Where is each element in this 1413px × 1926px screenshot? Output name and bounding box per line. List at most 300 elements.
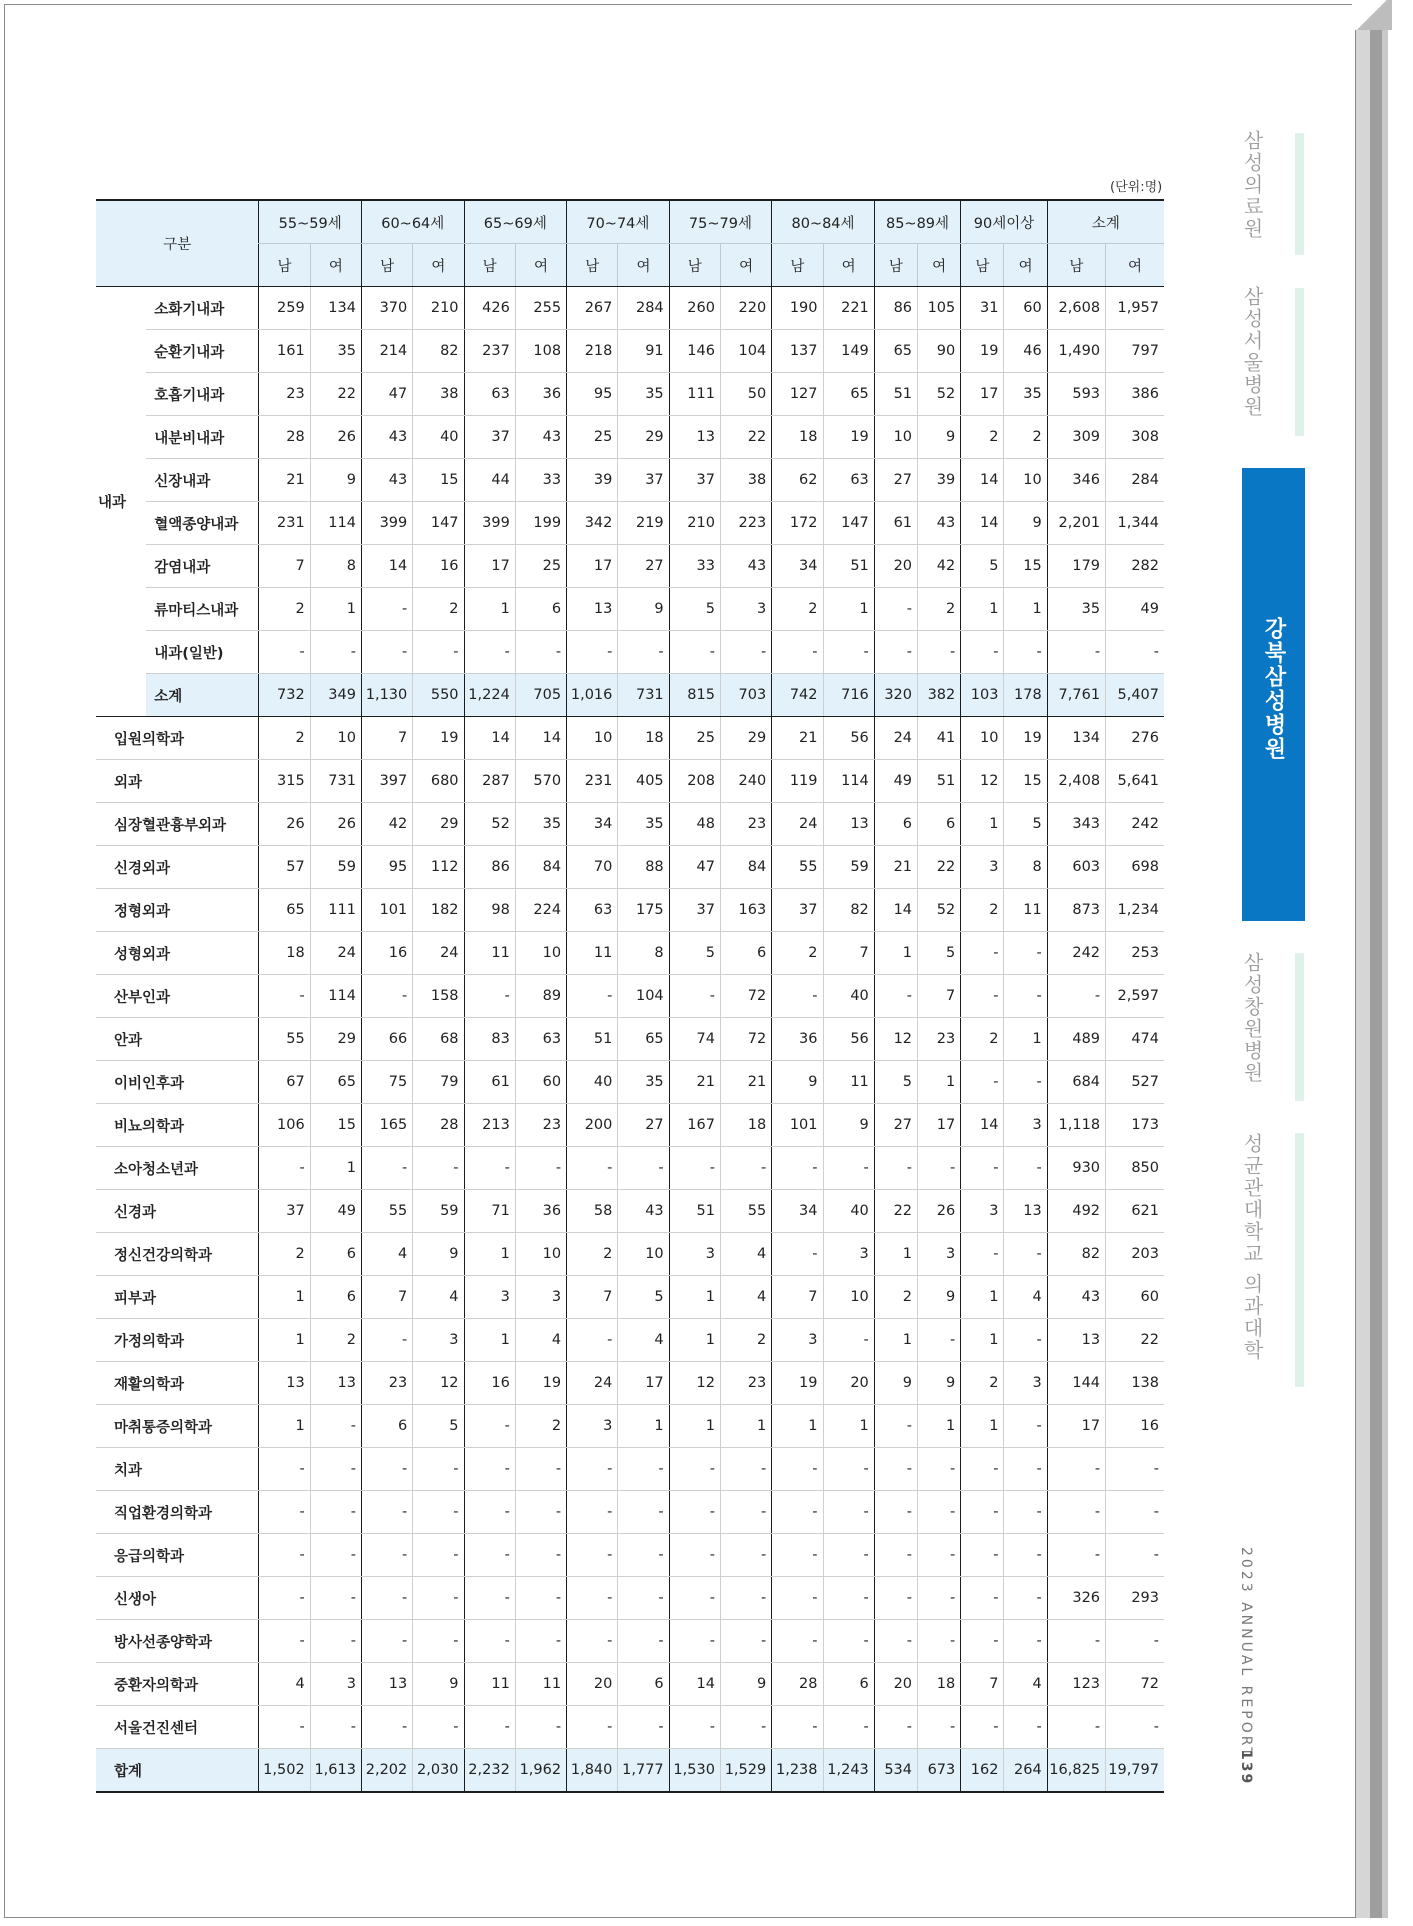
table-cell: 24	[772, 803, 823, 846]
header-sex: 남	[464, 244, 515, 287]
table-cell: 12	[961, 760, 1004, 803]
table-cell: 5	[669, 932, 720, 975]
table-cell: 20	[567, 1663, 618, 1706]
table-cell: 22	[918, 846, 961, 889]
table-cell: -	[310, 1706, 361, 1749]
table-cell: -	[772, 1147, 823, 1190]
table-cell: 684	[1047, 1061, 1105, 1104]
table-cell: 2,232	[464, 1749, 515, 1793]
table-cell: 33	[669, 545, 720, 588]
table-cell: 4	[1004, 1663, 1047, 1706]
table-cell: 75	[361, 1061, 412, 1104]
table-cell: -	[1004, 1405, 1047, 1448]
table-cell: -	[918, 1147, 961, 1190]
table-row	[96, 1190, 1164, 1233]
table-cell: -	[464, 631, 515, 674]
table-cell: 35	[1004, 373, 1047, 416]
table-cell: 12	[874, 1018, 917, 1061]
table-cell: 14	[464, 717, 515, 760]
table-cell: -	[361, 1319, 412, 1362]
table-cell: 3	[918, 1233, 961, 1276]
row-department: 순환기내과	[146, 330, 259, 373]
table-cell: -	[515, 631, 566, 674]
table-cell: 91	[618, 330, 669, 373]
table-cell: 35	[515, 803, 566, 846]
table-cell: 106	[259, 1104, 310, 1147]
table-cell: 2	[961, 889, 1004, 932]
table-cell: 1	[918, 1061, 961, 1104]
table-cell: -	[823, 1491, 874, 1534]
table-cell: 17	[1047, 1405, 1105, 1448]
table-cell: -	[1004, 1233, 1047, 1276]
table-cell: 43	[618, 1190, 669, 1233]
table-cell: -	[259, 631, 310, 674]
table-cell: 1,344	[1106, 502, 1164, 545]
table-cell: 2	[567, 1233, 618, 1276]
table-cell: 39	[918, 459, 961, 502]
table-cell: 111	[310, 889, 361, 932]
table-cell: 88	[618, 846, 669, 889]
table-cell: -	[259, 1706, 310, 1749]
table-row	[96, 502, 1164, 545]
row-department: 신생아	[96, 1577, 259, 1620]
table-cell: 13	[1004, 1190, 1047, 1233]
table-cell: 4	[720, 1276, 771, 1319]
table-cell: 82	[413, 330, 464, 373]
table-cell: 1	[961, 588, 1004, 631]
table-cell: -	[874, 1620, 917, 1663]
table-cell: 14	[361, 545, 412, 588]
table-cell: -	[464, 1706, 515, 1749]
table-cell: -	[823, 1577, 874, 1620]
table-cell: 24	[567, 1362, 618, 1405]
row-department: 성형외과	[96, 932, 259, 975]
table-cell: 11	[464, 1663, 515, 1706]
table-cell: 49	[874, 760, 917, 803]
table-cell: -	[874, 1405, 917, 1448]
table-cell: 1,957	[1106, 287, 1164, 330]
row-department: 합계	[96, 1749, 259, 1793]
table-cell: 2	[874, 1276, 917, 1319]
table-cell: 15	[1004, 760, 1047, 803]
row-department: 안과	[96, 1018, 259, 1061]
table-cell: 19	[823, 416, 874, 459]
table-cell: 3	[961, 1190, 1004, 1233]
table-cell: -	[310, 631, 361, 674]
table-cell: -	[259, 1620, 310, 1663]
table-cell: 29	[618, 416, 669, 459]
table-row	[96, 717, 1164, 760]
table-cell: 104	[720, 330, 771, 373]
table-cell: 9	[1004, 502, 1047, 545]
table-cell: 37	[259, 1190, 310, 1233]
table-cell: 308	[1106, 416, 1164, 459]
table-cell: 22	[874, 1190, 917, 1233]
table-cell: 474	[1106, 1018, 1164, 1061]
table-cell: 95	[567, 373, 618, 416]
table-cell: -	[823, 1147, 874, 1190]
table-cell: 163	[720, 889, 771, 932]
header-age-group: 80~84세	[772, 200, 875, 244]
table-cell: -	[1047, 1620, 1105, 1663]
table-cell: -	[1047, 975, 1105, 1018]
table-cell: 59	[413, 1190, 464, 1233]
table-cell: 1,234	[1106, 889, 1164, 932]
table-row	[96, 1104, 1164, 1147]
table-cell: 705	[515, 674, 566, 717]
table-cell: 103	[961, 674, 1004, 717]
table-cell: 267	[567, 287, 618, 330]
table-cell: 1	[961, 1276, 1004, 1319]
table-cell: 47	[669, 846, 720, 889]
table-cell: 24	[413, 932, 464, 975]
table-cell: 28	[772, 1663, 823, 1706]
row-department: 소화기내과	[146, 287, 259, 330]
footer-report-title: 2023 ANNUAL REPORT	[1238, 1547, 1254, 1759]
table-cell: 147	[823, 502, 874, 545]
table-row	[96, 373, 1164, 416]
table-row	[96, 1405, 1164, 1448]
row-department: 서울건진센터	[96, 1706, 259, 1749]
table-cell: 40	[823, 1190, 874, 1233]
table-row	[96, 760, 1164, 803]
table-cell: 65	[874, 330, 917, 373]
table-cell: 18	[772, 416, 823, 459]
table-cell: 10	[874, 416, 917, 459]
table-cell: -	[464, 1491, 515, 1534]
table-cell: 13	[567, 588, 618, 631]
table-row	[96, 287, 1164, 330]
row-department: 입원의학과	[96, 717, 259, 760]
table-row	[96, 631, 1164, 674]
table-cell: 43	[515, 416, 566, 459]
table-cell: 61	[874, 502, 917, 545]
table-cell: 19	[961, 330, 1004, 373]
table-cell: 9	[918, 1276, 961, 1319]
table-cell: -	[361, 1491, 412, 1534]
table-cell: 3	[413, 1319, 464, 1362]
tab-samsung-seoul-hospital[interactable]: 삼성서울병원	[1240, 286, 1264, 418]
table-cell: 60	[515, 1061, 566, 1104]
table-cell: 527	[1106, 1061, 1164, 1104]
table-cell: 65	[618, 1018, 669, 1061]
table-cell: 25	[515, 545, 566, 588]
table-cell: 673	[918, 1749, 961, 1793]
table-row	[96, 545, 1164, 588]
table-cell: 84	[515, 846, 566, 889]
table-cell: 1,530	[669, 1749, 720, 1793]
table-cell: 1	[1004, 1018, 1047, 1061]
table-cell: -	[310, 1491, 361, 1534]
table-cell: 9	[823, 1104, 874, 1147]
table-cell: -	[874, 1577, 917, 1620]
tab-accent-bar	[1295, 953, 1304, 1101]
table-cell: 10	[310, 717, 361, 760]
header-sex: 여	[310, 244, 361, 287]
table-cell: 57	[259, 846, 310, 889]
table-cell: -	[515, 1448, 566, 1491]
table-cell: 11	[515, 1663, 566, 1706]
table-cell: 19	[515, 1362, 566, 1405]
table-cell: -	[1004, 1319, 1047, 1362]
table-cell: 21	[772, 717, 823, 760]
table-cell: 43	[720, 545, 771, 588]
table-cell: -	[874, 1147, 917, 1190]
table-cell: 346	[1047, 459, 1105, 502]
table-cell: 50	[720, 373, 771, 416]
table-cell: -	[720, 1491, 771, 1534]
table-cell: 74	[669, 1018, 720, 1061]
row-department: 마취통증의학과	[96, 1405, 259, 1448]
table-cell: 40	[567, 1061, 618, 1104]
table-cell: 10	[515, 1233, 566, 1276]
tab-samsung-medical-center[interactable]: 삼성의료원	[1240, 130, 1264, 240]
table-cell: 1	[464, 1233, 515, 1276]
table-cell: 3	[823, 1233, 874, 1276]
table-cell: 10	[1004, 459, 1047, 502]
table-cell: 2	[259, 1233, 310, 1276]
table-cell: -	[464, 1534, 515, 1577]
table-cell: 199	[515, 502, 566, 545]
table-cell: 1	[961, 1405, 1004, 1448]
table-cell: 23	[515, 1104, 566, 1147]
table-cell: 14	[961, 459, 1004, 502]
table-row	[96, 889, 1164, 932]
table-cell: 41	[918, 717, 961, 760]
table-cell: 14	[961, 1104, 1004, 1147]
tab-skku-medical-school[interactable]: 성균관대학교 의과대학	[1240, 1133, 1264, 1362]
table-cell: 114	[823, 760, 874, 803]
table-cell: 1	[259, 1276, 310, 1319]
table-cell: 26	[918, 1190, 961, 1233]
table-cell: -	[669, 1448, 720, 1491]
header-sex: 남	[567, 244, 618, 287]
table-cell: 2	[918, 588, 961, 631]
table-cell: 21	[874, 846, 917, 889]
table-cell: 11	[464, 932, 515, 975]
table-cell: 534	[874, 1749, 917, 1793]
table-cell: 5	[874, 1061, 917, 1104]
table-cell: 111	[669, 373, 720, 416]
table-cell: -	[413, 1147, 464, 1190]
header-sex: 여	[1106, 244, 1164, 287]
table-cell: -	[1004, 1706, 1047, 1749]
table-cell: -	[720, 1534, 771, 1577]
table-cell: 309	[1047, 416, 1105, 459]
table-cell: 255	[515, 287, 566, 330]
table-cell: -	[464, 1620, 515, 1663]
row-department: 내과(일반)	[146, 631, 259, 674]
table-cell: 24	[874, 717, 917, 760]
header-sex: 여	[515, 244, 566, 287]
table-cell: -	[1047, 1448, 1105, 1491]
table-cell: 9	[918, 416, 961, 459]
table-cell: 3	[310, 1663, 361, 1706]
table-cell: 259	[259, 287, 310, 330]
table-cell: 20	[874, 545, 917, 588]
table-cell: -	[1106, 1534, 1164, 1577]
table-cell: 19	[772, 1362, 823, 1405]
table-cell: -	[961, 1448, 1004, 1491]
row-department: 소계	[146, 674, 259, 717]
table-cell: 1,243	[823, 1749, 874, 1793]
table-cell: -	[918, 1534, 961, 1577]
table-cell: -	[874, 631, 917, 674]
table-cell: 27	[874, 1104, 917, 1147]
table-cell: 134	[1047, 717, 1105, 760]
table-cell: 5,641	[1106, 760, 1164, 803]
table-row	[96, 1577, 1164, 1620]
row-department: 이비인후과	[96, 1061, 259, 1104]
table-cell: -	[961, 1577, 1004, 1620]
table-cell: 399	[464, 502, 515, 545]
table-row	[96, 459, 1164, 502]
table-row	[96, 1448, 1164, 1491]
row-department: 재활의학과	[96, 1362, 259, 1405]
table-row	[96, 1319, 1164, 1362]
table-cell: 37	[669, 889, 720, 932]
table-cell: 3	[1004, 1104, 1047, 1147]
row-group-label: 내과	[96, 287, 146, 717]
table-cell: 161	[259, 330, 310, 373]
table-cell: 12	[669, 1362, 720, 1405]
table-cell: -	[413, 1620, 464, 1663]
table-cell: -	[874, 1534, 917, 1577]
total-row	[96, 1749, 1164, 1793]
table-cell: 7,761	[1047, 674, 1105, 717]
table-cell: 6	[361, 1405, 412, 1448]
table-row	[96, 1061, 1164, 1104]
table-cell: -	[918, 1448, 961, 1491]
table-cell: 426	[464, 287, 515, 330]
table-cell: 1	[874, 1319, 917, 1362]
table-cell: 1,840	[567, 1749, 618, 1793]
table-cell: 2	[259, 588, 310, 631]
table-cell: 137	[772, 330, 823, 373]
table-cell: -	[669, 1534, 720, 1577]
table-cell: 43	[361, 459, 412, 502]
table-cell: -	[259, 1577, 310, 1620]
table-cell: 1,777	[618, 1749, 669, 1793]
table-cell: -	[918, 1577, 961, 1620]
table-cell: -	[874, 1706, 917, 1749]
table-cell: 13	[669, 416, 720, 459]
header-sex: 남	[1047, 244, 1105, 287]
table-cell: 4	[259, 1663, 310, 1706]
table-cell: -	[772, 1620, 823, 1663]
table-cell: 242	[1047, 932, 1105, 975]
table-cell: -	[669, 1577, 720, 1620]
table-cell: 15	[310, 1104, 361, 1147]
table-cell: 382	[918, 674, 961, 717]
table-cell: 18	[618, 717, 669, 760]
table-cell: 621	[1106, 1190, 1164, 1233]
table-cell: 17	[567, 545, 618, 588]
table-cell: -	[772, 1491, 823, 1534]
table-cell: 287	[464, 760, 515, 803]
table-cell: -	[669, 975, 720, 1018]
table-cell: 36	[515, 1190, 566, 1233]
table-cell: 815	[669, 674, 720, 717]
table-cell: 6	[720, 932, 771, 975]
table-cell: -	[772, 1706, 823, 1749]
table-cell: 284	[618, 287, 669, 330]
tab-samsung-changwon-hospital[interactable]: 삼성창원병원	[1240, 952, 1264, 1084]
table-cell: 343	[1047, 803, 1105, 846]
table-cell: 26	[259, 803, 310, 846]
table-cell: 19	[1004, 717, 1047, 760]
table-cell: 1,490	[1047, 330, 1105, 373]
table-cell: 49	[310, 1190, 361, 1233]
table-cell: -	[823, 1534, 874, 1577]
table-cell: 550	[413, 674, 464, 717]
table-cell: 1,962	[515, 1749, 566, 1793]
table-cell: 56	[823, 1018, 874, 1061]
table-cell: -	[361, 1448, 412, 1491]
table-cell: -	[259, 1448, 310, 1491]
table-cell: 680	[413, 760, 464, 803]
table-cell: 22	[720, 416, 771, 459]
table-cell: 38	[413, 373, 464, 416]
table-cell: 66	[361, 1018, 412, 1061]
table-cell: 13	[823, 803, 874, 846]
row-department: 신장내과	[146, 459, 259, 502]
page-number: 139	[1238, 1750, 1254, 1786]
table-cell: 8	[1004, 846, 1047, 889]
row-department: 심장혈관흉부외과	[96, 803, 259, 846]
table-cell: 23	[259, 373, 310, 416]
table-cell: -	[1106, 1706, 1164, 1749]
table-row	[96, 1706, 1164, 1749]
table-cell: -	[618, 1448, 669, 1491]
table-cell: -	[361, 975, 412, 1018]
table-cell: 2	[720, 1319, 771, 1362]
table-cell: 8	[618, 932, 669, 975]
table-cell: -	[413, 1706, 464, 1749]
table-cell: 58	[567, 1190, 618, 1233]
table-cell: 18	[918, 1663, 961, 1706]
table-cell: 14	[961, 502, 1004, 545]
table-cell: -	[918, 631, 961, 674]
header-age-group: 소계	[1047, 200, 1164, 244]
table-cell: 52	[918, 889, 961, 932]
table-cell: 7	[918, 975, 961, 1018]
table-cell: 165	[361, 1104, 412, 1147]
table-cell: 3	[1004, 1362, 1047, 1405]
table-row	[96, 330, 1164, 373]
table-cell: 63	[567, 889, 618, 932]
table-cell: 2	[961, 416, 1004, 459]
table-row	[96, 1147, 1164, 1190]
table-cell: 220	[720, 287, 771, 330]
table-cell: -	[567, 1577, 618, 1620]
table-cell: -	[618, 631, 669, 674]
table-cell: 6	[310, 1233, 361, 1276]
table-cell: 1	[823, 588, 874, 631]
table-cell: 1	[918, 1405, 961, 1448]
row-department: 피부과	[96, 1276, 259, 1319]
table-cell: 1	[669, 1319, 720, 1362]
table-cell: 797	[1106, 330, 1164, 373]
table-cell: 2	[772, 932, 823, 975]
table-cell: -	[1004, 1491, 1047, 1534]
table-cell: 40	[823, 975, 874, 1018]
table-cell: -	[961, 1534, 1004, 1577]
table-cell: -	[823, 631, 874, 674]
table-cell: -	[772, 631, 823, 674]
table-cell: -	[772, 1448, 823, 1491]
table-cell: 22	[1106, 1319, 1164, 1362]
